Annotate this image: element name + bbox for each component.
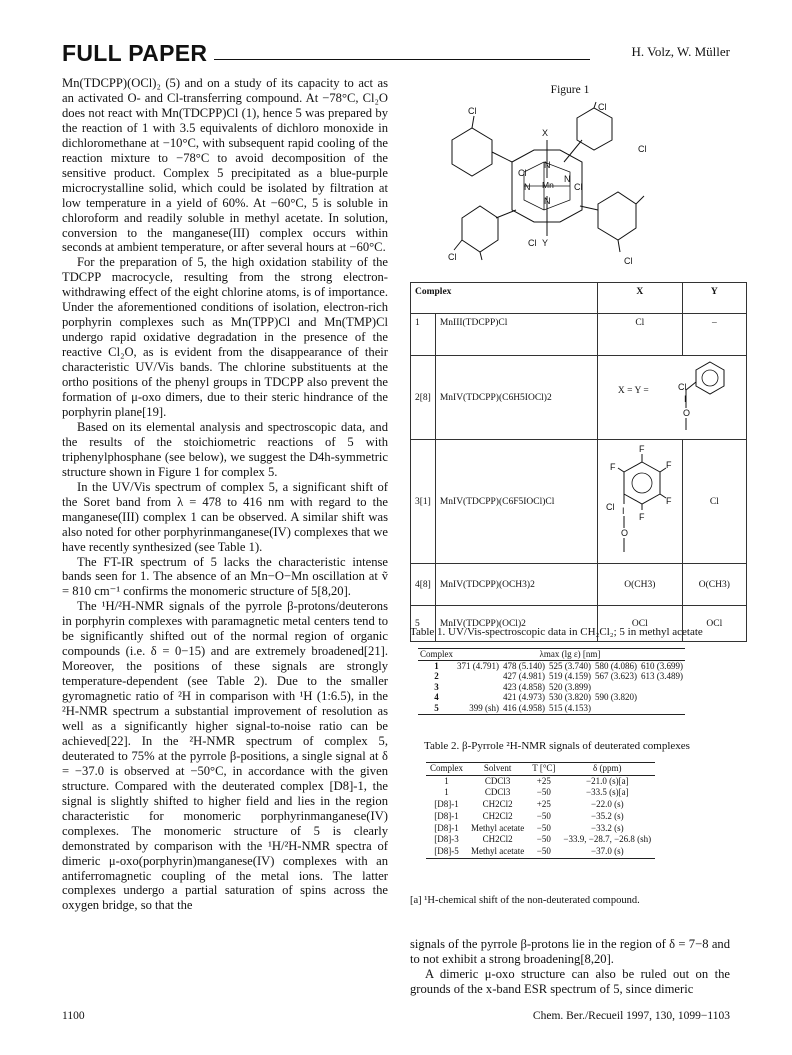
chlorine-label: Cl: [528, 238, 537, 248]
absorption-value: 580 (4.086): [595, 660, 637, 671]
complex-id: 1: [434, 660, 439, 671]
table-footnote: [a] ¹H-chemical shift of the non-deuterated compound.: [410, 895, 640, 906]
complex-cell: 1: [444, 787, 449, 798]
oxygen-label: O: [682, 408, 690, 418]
table-row: [418, 703, 685, 714]
nitrogen-label: N: [524, 182, 531, 192]
complex-formula: MnIV(TDCPP)(OCH3)2: [435, 564, 597, 606]
solvent-cell: Methyl acetate: [467, 846, 528, 858]
column-header: Complex: [426, 763, 467, 776]
absorption-value: [455, 671, 501, 682]
chlorine-label: Cl: [598, 102, 607, 112]
benzene-ring: [696, 362, 724, 394]
paragraph: In the UV/Vis spectrum of complex 5, a significant shift of the Soret band from λ = 478 to 416 nm with regard to the manganese(III) complex 1 can be observed. A similar shift was also noted for other porphyrinmanganese(IV) complexes that we have recently synthesized (see Table 1).: [62, 479, 388, 554]
absorption-value: [593, 682, 639, 693]
uvvis-data-table: [418, 648, 685, 715]
ligand-y: OCl: [682, 606, 746, 642]
complex-cell: [D8]-3: [434, 834, 459, 845]
table-row: [426, 823, 655, 835]
column-header: λmax (lg ε) [nm]: [455, 649, 685, 661]
table-row: [418, 692, 685, 703]
complex-structure-table: [410, 282, 747, 642]
temperature-cell: −50: [536, 810, 551, 821]
column-header: δ (ppm): [559, 763, 655, 776]
solvent-cell: CDCl3: [484, 775, 511, 786]
fluorine-label: F: [609, 462, 616, 472]
fluorine-label: F: [638, 512, 645, 522]
axial-ligand-y-label: Y: [542, 238, 549, 248]
temperature-cell: +25: [536, 775, 551, 786]
phenyl-ring-bottom-right: [598, 192, 636, 240]
solvent-cell: CH2Cl2: [482, 799, 513, 810]
complex-id: 5: [411, 606, 436, 642]
chlorine-label: Cl: [448, 252, 457, 262]
solvent-cell: CH2Cl2: [482, 834, 513, 845]
absorption-value: 515 (4.153): [549, 702, 591, 713]
table-row: [418, 671, 685, 682]
shift-cell: −35.2 (s): [591, 810, 624, 821]
ligand-y: O(CH3): [682, 564, 746, 606]
complex-formula: MnIV(TDCPP)(OCl)2: [435, 606, 597, 642]
table-row: [426, 775, 655, 787]
ligand-x: O(CH3): [597, 564, 682, 606]
paragraph: A dimeric μ-oxo structure can also be ruled out on the grounds of the x-band ESR spectrum of 5, since dimeric: [410, 966, 730, 996]
solvent-cell: CDCl3: [484, 787, 511, 798]
table-row: [426, 834, 655, 846]
complex-id: 3: [434, 681, 439, 692]
paragraph: The FT-IR spectrum of 5 lacks the characteristic intense bands seen for 1. The absence of an Mn−O−Mn oscillation at ṽ = 810 cm⁻¹ confirms the monomeric structure of 5[8,20].: [62, 554, 388, 599]
temperature-cell: −50: [536, 822, 551, 833]
absorption-value: 371 (4.791): [457, 660, 499, 671]
section-title: FULL PAPER: [62, 40, 208, 66]
complex-formula: MnIV(TDCPP)(C6F5IOCl)Cl: [435, 440, 597, 564]
figure-caption: Figure 1: [550, 84, 590, 96]
shift-cell: −37.0 (s): [559, 846, 655, 858]
phenyl-ring-top-left: [452, 128, 492, 176]
complex-cell: 1: [444, 775, 449, 786]
shift-cell: −22.0 (s): [591, 799, 624, 810]
absorption-value: 610 (3.699): [641, 660, 683, 671]
complex-id: 4: [434, 692, 439, 703]
solvent-cell: CH2Cl2: [482, 810, 513, 821]
complex-id: 2: [434, 671, 439, 682]
fluorine-label: F: [665, 460, 672, 470]
table-row: [426, 799, 655, 811]
page-number: 1100: [62, 1010, 85, 1022]
table-row: [426, 846, 655, 858]
absorption-value: 530 (3.820): [549, 692, 591, 703]
chlorine-label: Cl: [605, 502, 615, 512]
chlorine-label: Cl: [677, 382, 687, 392]
iodosylbenzene-structure: [677, 360, 740, 432]
temperature-cell: −50: [536, 834, 551, 845]
paragraph: For the preparation of 5, the high oxidation stability of the TDCPP macrocycle, resulting from the strong electron-withdrawing effect of the eight chlorine atoms, is of importance. Under the aforementioned conditions of isolation, electron-rich porphyrin complexes such as Mn(TPP)Cl and Mn(TMP)Cl undergo rapid oxidative degradation in the presence of the reactive Cl₂O, as is evident from the disappearance of their characteristic UV/Vis bands. The chlorine substituents at the ortho positions of the phenyl groups in TDCPP also prevent the formation of μ-oxo dimers, due to their steric hindrance of the porphyrin plane[19].: [62, 255, 388, 419]
ligand-x: OCl: [597, 606, 682, 642]
temperature-cell: −50: [536, 787, 551, 798]
manganese-label: Mn: [542, 180, 554, 190]
absorption-value: 416 (4.958): [503, 702, 545, 713]
axial-ligand-x-label: X: [542, 128, 549, 138]
complex-id: 4[8]: [411, 564, 436, 606]
pentafluoroiodosylbenzene-structure: [602, 444, 678, 556]
absorption-value: [593, 703, 639, 714]
ligand-x-structure-cell: [597, 440, 682, 564]
absorption-value: 399 (sh): [455, 703, 501, 714]
right-column: [410, 937, 730, 997]
complex-id: 2[8]: [411, 356, 436, 440]
table-row: [426, 811, 655, 823]
absorption-value: [455, 692, 501, 703]
absorption-value: 613 (3.489): [641, 671, 683, 682]
iodine-label: I: [683, 394, 687, 404]
paragraph: Mn(TDCPP)(OCl)₂ (5) and on a study of its capacity to act as an activated O- and Cl-transferring compound. At −78°C, Cl₂O does not react with Mn(TDCPP)Cl (1), hence 5 was prepared by the reaction of 1 with 3.5 equivalents of dichloro monoxide in dichloromethane at −10°C, with subsequent rapid cooling of the reaction mixture to −78°C to avoid decomposition of the sensitive product. Complex 5 precipitated as a blue-purple microcrystalline solid, which could be isolated by filtration at low temperature in a yield of 60%. At −60°C, 5 is soluble in chloroform and readily soluble in methyl acetate. In solution, conversion to the manganese(III) complex occurs within seconds at ambient temperature, or after several hours at −60°C.: [62, 76, 388, 255]
nmr-data-table: [426, 762, 655, 859]
column-header: T [°C]: [528, 763, 559, 776]
phenyl-ring-top-right: [577, 108, 612, 150]
ligand-xy-label: X = Y =: [617, 386, 649, 396]
chlorine-label: Cl: [468, 106, 477, 116]
page-header: [62, 40, 730, 66]
absorption-value: 525 (3.740): [549, 660, 591, 671]
oxygen-label: O: [620, 528, 628, 538]
phenyl-ring-bottom-left: [462, 206, 498, 252]
absorption-value: 421 (4.973): [503, 692, 545, 703]
paragraph: The ¹H/²H-NMR signals of the pyrrole β-protons/deuterons in porphyrin complexes with paramagnetic metal centers tend to be significantly shifted out of the normal region of organic compounds (i.e. δ = 0−15) and are extremely broadened[21]. Moreover, the positions of these signals are strongly temperature-dependent (see Table 2). Due to the smaller gyromagnetic ratio of ²H in comparison with ¹H (1:6.5), in the ²H-NMR spectrum a substantial improvement of resolution as well as a significantly higher signal-to-noise ratio can be achieved[22]. In the ²H-NMR spectrum of complex 5, deuterated to 75% at the pyrrole β-positions, a single signal at δ = −37.0 is observed at −50°C, in accordance with the given structure. Compared with the deuterated complex [D8]-1, the signal is slightly shifted to higher field and lies in the region characteristic for monomeric porphyrinmanganese(IV) complexes. The monomeric structure of 5 is clearly demonstrated by comparison with the ¹H/²H-NMR spectra of dimeric μ-oxo(porphyrin)manganese(IV) complexes with an antiferromagnetic coupling of the metal ions. The latter complexes undergo a partial saturation of spins across the oxygen bridge, so that the: [62, 599, 388, 913]
temperature-cell: +25: [536, 799, 551, 810]
absorption-value: 427 (4.981): [503, 671, 545, 682]
absorption-value: [639, 682, 685, 693]
complex-id: 1: [411, 314, 436, 356]
absorption-value: 590 (3.820): [595, 692, 637, 703]
column-header: Solvent: [467, 763, 528, 776]
absorption-value: [455, 682, 501, 693]
absorption-value: 567 (3.623): [595, 671, 637, 682]
column-header: Y: [682, 283, 746, 314]
paragraph: signals of the pyrrole β-protons lie in the region of δ = 7−8 and to not exhibit a strong broadening[8,20].: [410, 937, 730, 966]
porphyrin-structure-figure: [432, 100, 662, 276]
fluorine-label: F: [665, 496, 672, 506]
fluorine-label: F: [638, 444, 645, 454]
absorption-value: [639, 703, 685, 714]
ligand-y: Cl: [682, 440, 746, 564]
shift-cell: −33.5 (s)[a]: [586, 787, 629, 798]
absorption-value: 520 (3.899): [549, 681, 591, 692]
chlorine-label: Cl: [574, 182, 583, 192]
complex-formula: MnIV(TDCPP)(C6H5IOCl)2: [435, 356, 597, 440]
complex-cell: [D8]-1: [434, 822, 459, 833]
table-row: [418, 682, 685, 693]
nitrogen-label: N: [564, 174, 571, 184]
header-rule: [214, 59, 590, 60]
complex-formula: MnIII(TDCPP)Cl: [435, 314, 597, 356]
nitrogen-label: N: [544, 160, 551, 170]
table2-caption: Table 2. β-Pyrrole ²H-NMR signals of deuterated complexes: [424, 740, 690, 752]
absorption-value: 423 (4.858): [503, 681, 545, 692]
column-header: X: [597, 283, 682, 314]
temperature-cell: −50: [528, 846, 559, 858]
running-authors: H. Volz, W. Müller: [631, 44, 730, 59]
complex-cell: [D8]-5: [426, 846, 467, 858]
ligand-y: –: [682, 314, 746, 356]
ligand-xy-cell: [597, 356, 746, 440]
complex-cell: [D8]-1: [434, 810, 459, 821]
chlorine-label: Cl: [518, 168, 527, 178]
paragraph: Based on its elemental analysis and spectroscopic data, and the results of the stoichiometric reactions of 5 with triphenylphosphane (see below), we suggest the D4h-symmetric structure shown in Figure 1 for complex 5.: [62, 419, 388, 479]
nitrogen-label: N: [544, 196, 551, 206]
journal-citation: Chem. Ber./Recueil 1997, 130, 1099−1103: [532, 1010, 730, 1022]
column-header: Complex: [420, 649, 453, 659]
chlorine-label: Cl: [638, 144, 647, 154]
table1-caption: Table 1. UV/Vis-spectroscopic data in CH₂Cl₂; 5 in methyl acetate: [410, 626, 703, 638]
shift-cell: −33.9, −28.7, −26.8 (sh): [563, 834, 652, 845]
column-header: Complex: [411, 283, 598, 314]
table-row: [418, 660, 685, 671]
ligand-x: Cl: [597, 314, 682, 356]
complex-id: 3[1]: [411, 440, 436, 564]
shift-cell: −21.0 (s)[a]: [586, 775, 629, 786]
complex-cell: [D8]-1: [434, 799, 459, 810]
left-column: [62, 76, 388, 913]
table-row: [426, 787, 655, 799]
absorption-value: [639, 692, 685, 703]
absorption-value: 478 (5.140): [503, 660, 545, 671]
iodine-label: I: [621, 506, 625, 516]
chlorine-label: Cl: [624, 256, 633, 266]
solvent-cell: Methyl acetate: [471, 822, 525, 833]
complex-id: 5: [418, 703, 455, 714]
absorption-value: 519 (4.159): [549, 671, 591, 682]
benzene-ring: [624, 462, 660, 504]
shift-cell: −33.2 (s): [591, 822, 624, 833]
